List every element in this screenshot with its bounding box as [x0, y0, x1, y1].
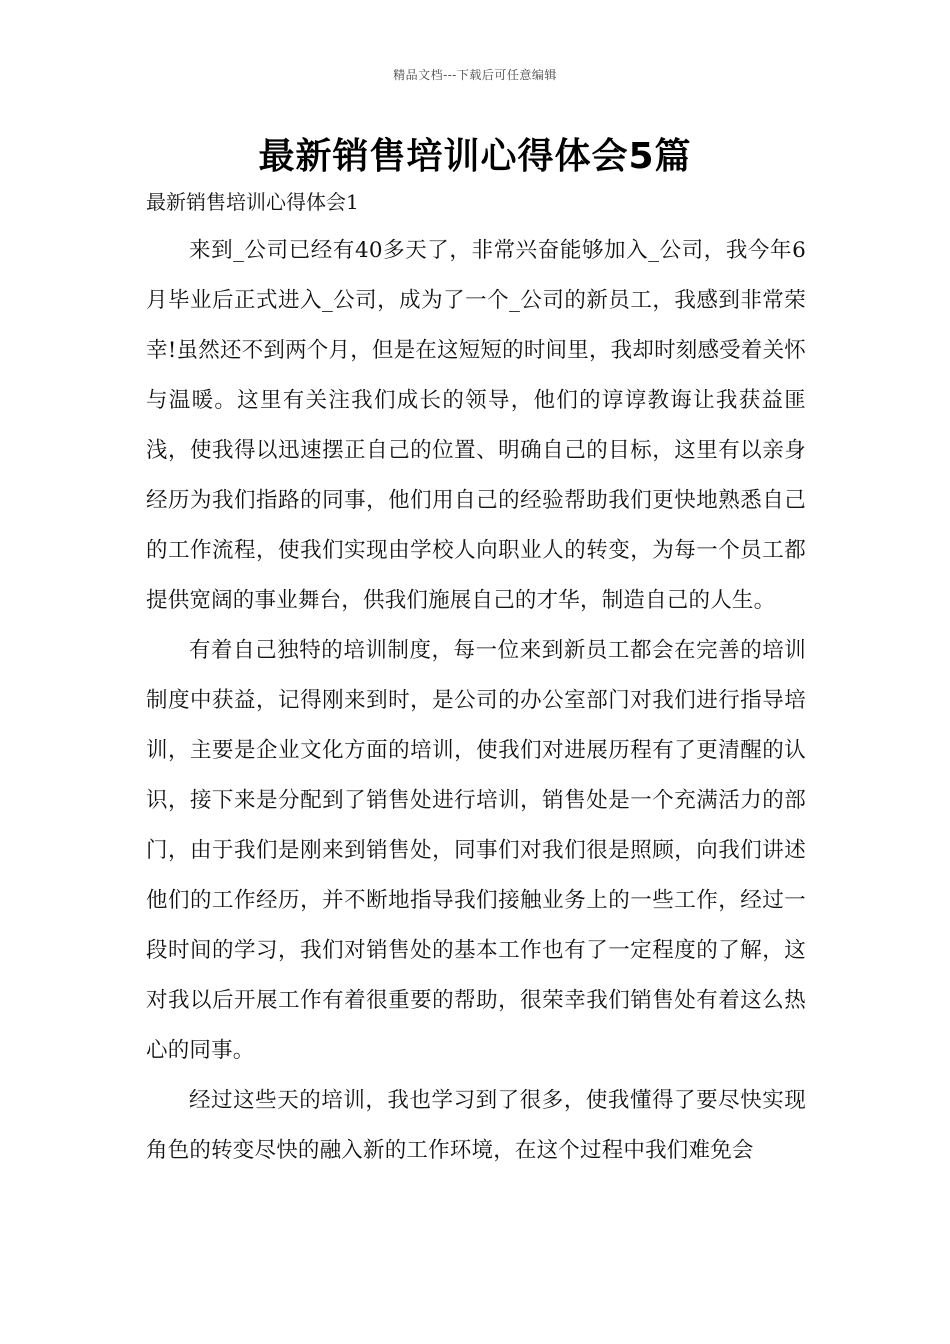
section-heading: 最新销售培训心得体会1	[146, 190, 359, 214]
document-title: 最新销售培训心得体会5篇	[258, 136, 692, 177]
paragraph-3: 经过这些天的培训，我也学习到了很多，使我懂得了要尽快实现角色的转变尽快的融入新的工作环境，在这个过程中我们难免会	[146, 1088, 806, 1163]
paragraph-1: 来到_公司已经有40多天了，非常兴奋能够加入_公司，我今年6月毕业后正式进入_公司，成为了一个_公司的新员工，我感到非常荣幸!虽然还不到两个月，但是在这短短的时间里，我却时刻感受着关怀与温暖。这里有关注我们成长的领导，他们的谆谆教诲让我获益匪浅，使我得以迅速摆正自己的位置、明确自己的目标，这里有以亲身经历为我们指路的同事，他们用自己的经验帮助我们更快地熟悉自己的工作流程，使我们实现由学校人向职业人的转变，为每一个员工都提供宽阔的事业舞台，供我们施展自己的才华，制造自己的人生。	[146, 238, 806, 613]
document-body	[146, 226, 806, 1176]
header-note: 精品文档---下载后可任意编辑	[393, 68, 557, 82]
paragraph-2: 有着自己独特的培训制度，每一位来到新员工都会在完善的培训制度中获益，记得刚来到时，是公司的办公室部门对我们进行指导培训，主要是企业文化方面的培训，使我们对进展历程有了更清醒的认识，接下来是分配到了销售处进行培训，销售处是一个充满活力的部门，由于我们是刚来到销售处，同事们对我们很是照顾，向我们讲述他们的工作经历，并不断地指导我们接触业务上的一些工作，经过一段时间的学习，我们对销售处的基本工作也有了一定程度的了解，这对我以后开展工作有着很重要的帮助，很荣幸我们销售处有着这么热心的同事。	[146, 638, 806, 1063]
